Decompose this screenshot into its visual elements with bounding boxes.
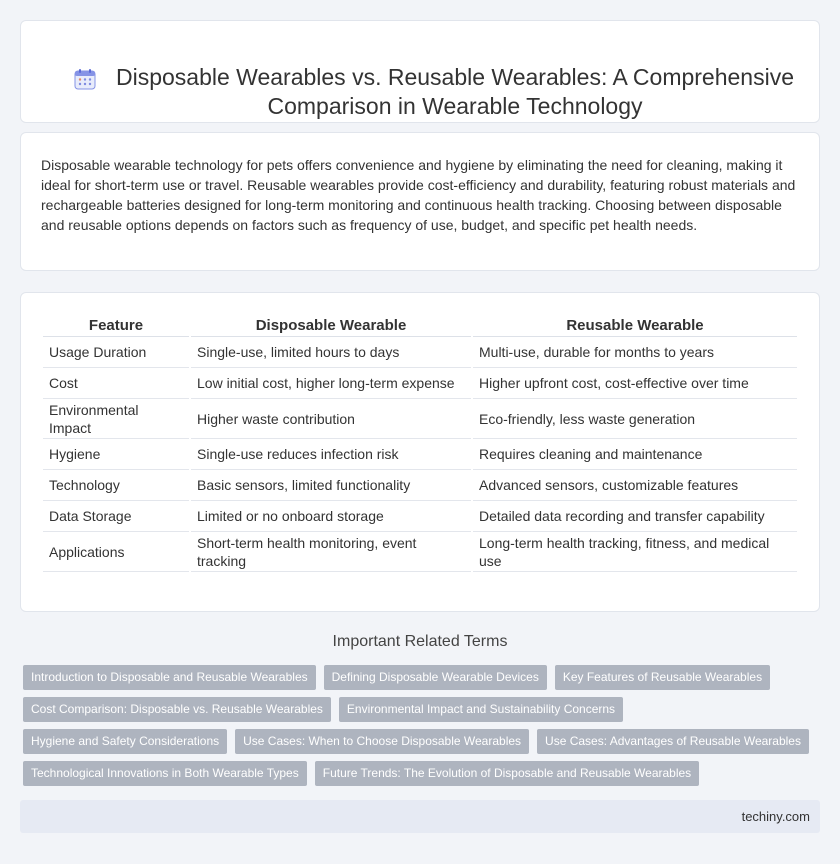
footer	[20, 800, 820, 833]
related-term-tag[interactable]: Environmental Impact and Sustainability Concerns	[339, 697, 623, 722]
table-cell: Higher upfront cost, cost-effective over time	[473, 368, 797, 399]
table-row	[43, 532, 797, 572]
table-row	[43, 368, 797, 399]
table-cell: Applications	[43, 532, 189, 572]
header-feature: Feature	[43, 313, 189, 337]
table-cell: Basic sensors, limited functionality	[191, 470, 471, 501]
related-term-tag[interactable]: Use Cases: Advantages of Reusable Wearables	[537, 729, 809, 754]
table-cell: Multi-use, durable for months to years	[473, 337, 797, 368]
table-cell: Single-use reduces infection risk	[191, 439, 471, 470]
related-term-tag[interactable]: Future Trends: The Evolution of Disposable and Reusable Wearables	[315, 761, 699, 786]
comparison-table	[41, 313, 799, 572]
header-reusable: Reusable Wearable	[473, 313, 797, 337]
table-cell: Single-use, limited hours to days	[191, 337, 471, 368]
table-row	[43, 399, 797, 439]
related-term-tag[interactable]: Cost Comparison: Disposable vs. Reusable Wearables	[23, 697, 331, 722]
table-cell: Eco-friendly, less waste generation	[473, 399, 797, 439]
summary-card	[20, 132, 820, 271]
related-term-tag[interactable]: Technological Innovations in Both Wearable Types	[23, 761, 307, 786]
table-row	[43, 470, 797, 501]
table-cell: Long-term health tracking, fitness, and medical use	[473, 532, 797, 572]
table-cell: Requires cleaning and maintenance	[473, 439, 797, 470]
table-row	[43, 337, 797, 368]
table-row	[43, 501, 797, 532]
table-cell: Low initial cost, higher long-term expense	[191, 368, 471, 399]
footer-site-link[interactable]: techiny.com	[741, 809, 810, 824]
table-cell: Detailed data recording and transfer capability	[473, 501, 797, 532]
comparison-table-card	[20, 292, 820, 612]
table-cell: Technology	[43, 470, 189, 501]
table-cell: Hygiene	[43, 439, 189, 470]
table-cell: Environmental Impact	[43, 399, 189, 439]
table-cell: Data Storage	[43, 501, 189, 532]
table-cell: Limited or no onboard storage	[191, 501, 471, 532]
title-card	[20, 20, 820, 123]
calendar-icon	[73, 67, 97, 91]
related-term-tag[interactable]: Use Cases: When to Choose Disposable Wearables	[235, 729, 529, 754]
related-terms-heading: Important Related Terms	[332, 633, 508, 650]
table-row	[43, 439, 797, 470]
table-cell: Cost	[43, 368, 189, 399]
table-cell: Higher waste contribution	[191, 399, 471, 439]
related-term-tag[interactable]: Key Features of Reusable Wearables	[555, 665, 770, 690]
related-term-tag[interactable]: Hygiene and Safety Considerations	[23, 729, 227, 754]
table-cell: Short-term health monitoring, event tracking	[191, 532, 471, 572]
related-term-tag[interactable]: Introduction to Disposable and Reusable Wearables	[23, 665, 316, 690]
header-disposable: Disposable Wearable	[191, 313, 471, 337]
related-terms-list	[23, 665, 823, 793]
summary-text: Disposable wearable technology for pets offers convenience and hygiene by eliminating the need for cleaning, making it ideal for short-term use or travel. Reusable wearables provide cost-efficiency and durability, featuring robust materials and rechargeable batteries designed for long-term monitoring and continuous health tracking. Choosing between disposable and reusable options depends on factors such as frequency of use, budget, and specific pet health needs.	[41, 157, 796, 233]
page-title: Disposable Wearables vs. Reusable Wearables: A Comprehensive Comparison in Wearable Technology	[115, 64, 794, 119]
table-cell: Advanced sensors, customizable features	[473, 470, 797, 501]
table-cell: Usage Duration	[43, 337, 189, 368]
related-term-tag[interactable]: Defining Disposable Wearable Devices	[324, 665, 547, 690]
table-header-row	[43, 313, 797, 337]
